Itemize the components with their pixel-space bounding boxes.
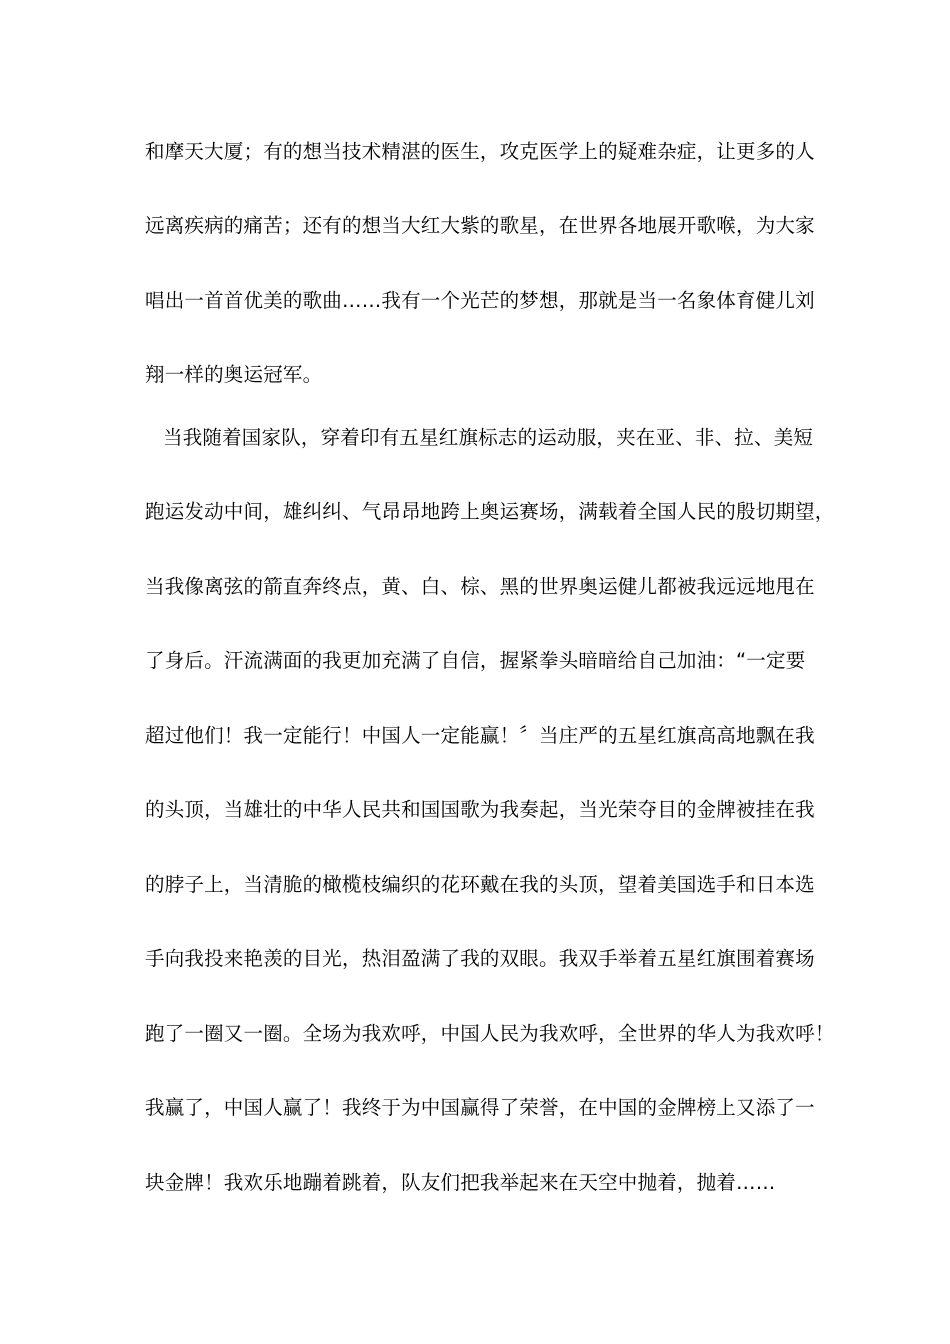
text-line: 了身后。汗流满面的我更加充满了自信，握紧拳头暗暗给自己加油：“一定要 [145,649,806,672]
paragraph-first-line: 当我随着国家队，穿着印有五星红旗标志的运动服，夹在亚、非、拉、美短 [163,426,814,449]
text-line: 我赢了，中国人赢了！我终于为中国赢得了荣誉，在中国的金牌榜上又添了一 [145,1096,815,1119]
text-line: 的头顶，当雄壮的中华人民共和国国歌为我奏起，当光荣夺目的金牌被挂在我 [145,798,815,821]
text-line: 远离疾病的痛苦；还有的想当大红大紫的歌星，在世界各地展开歌喉，为大家 [145,214,815,237]
text-line: 超过他们！我一定能行！中国人一定能赢！〞当庄严的五星红旗高高地飘在我 [145,724,815,747]
text-line: 当我像离弦的箭直奔终点，黄、白、棕、黑的世界奥运健儿都被我远远地甩在 [145,575,815,598]
text-line: 跑了一圈又一圈。全场为我欢呼，中国人民为我欢呼，全世界的华人为我欢呼！ [145,1022,835,1045]
text-line: 翔一样的奥运冠军。 [145,363,323,386]
text-line: 唱出一首首优美的歌曲……我有一个光芒的梦想，那就是当一名象体育健儿刘 [145,289,815,312]
text-line: 跑运发动中间，雄纠纠、气昂昂地跨上奥运赛场，满载着全国人民的殷切期望， [145,500,835,523]
text-line: 手向我投来艳羡的目光，热泪盈满了我的双眼。我双手举着五星红旗围着赛场 [145,947,815,970]
text-line: 和摩天大厦；有的想当技术精湛的医生，攻克医学上的疑难杂症，让更多的人 [145,140,815,163]
text-line: 的脖子上，当清脆的橄榄枝编织的花环戴在我的头顶，望着美国选手和日本选 [145,873,815,896]
text-line: 块金牌！我欢乐地蹦着跳着，队友们把我举起来在天空中抛着，抛着…… [145,1171,776,1194]
